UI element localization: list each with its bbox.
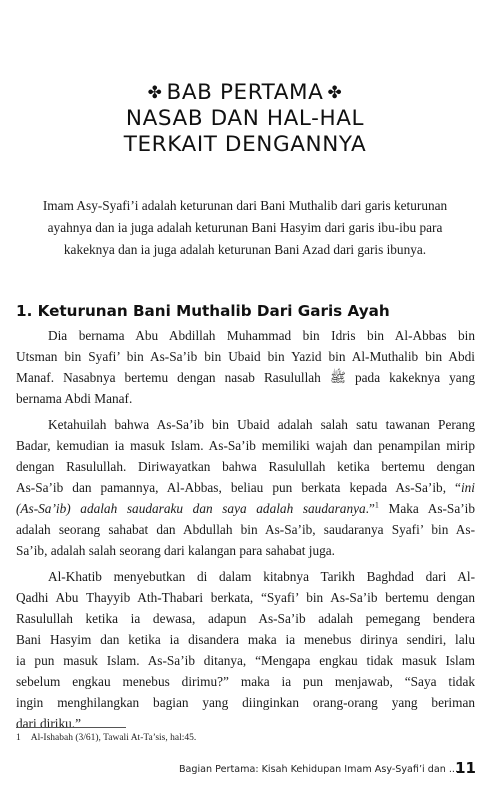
text-line: dengan Rasulullah. Diriwayatkan bahwa Rasulullah ketika bertemu dengan [16,459,475,474]
text-segment: .” [365,501,375,516]
text-segment: Maka As-Sa’ib [378,501,475,516]
body-text [16,325,475,734]
intro-line: Imam Asy-Syafi’i adalah keturunan dari Bani Muthalib dari garis keturunan [42,198,448,213]
chapter-title-line-3: TERKAIT DENGANNYA [123,132,367,157]
text-line: Dia bernama Abu Abdillah Muhammad bin Idris bin Al-Abbas bin [48,328,475,343]
page-number: 11 [455,759,476,777]
chapter-intro [18,195,472,261]
text-line: Al-Khatib menyebutkan di dalam kitabnya Tarikh Baghdad dari Al- [48,569,475,584]
text-line: Rasulullah ketika ia dewasa, adapun As-Sa’ib adalah pemegang bendera [16,611,475,626]
footnote-ref[interactable]: 1 [374,500,379,510]
running-footer: Bagian Pertama: Kisah Kehidupan Imam Asy-Syafi’i dan ... [178,764,458,775]
text-line: Badar, kemudian ia masuk Islam. As-Sa’ib memiliki wajah dan penampilan mirip [16,438,475,453]
footnote-number: 1 [16,733,21,743]
quote-text: ini [460,480,475,495]
text-line: Utsman bin Syafi’ bin As-Sa’ib bin Ubaid bin Yazid bin Al-Muthalib bin Abdi [16,349,475,364]
ornament-left-icon: ✤ [147,83,163,103]
footnote [16,733,196,743]
quote-text: (As-Sa’ib) adalah saudaraku dan saya adalah saudaranya [16,501,366,516]
text-line: adalah seorang sahabat dan Abdullah bin As-Sa’ib, saudaranya Syafi’ bin As- [16,522,475,537]
text-line: sebelum engkau menebus dirimu?” maka ia pun menjawab, “Saya tidak [16,674,475,689]
intro-line: ayahnya dan ia juga adalah keturunan Bani Hasyim dari garis ibu-ibu para [47,220,443,235]
text-line: ia pun masuk Islam. As-Sa’ib ditanya, “Mengapa engkau tidak masuk Islam [16,653,475,668]
chapter-title-line-1: BAB PERTAMA [166,80,324,105]
footnote-divider [16,727,126,728]
text-line [16,498,475,519]
text-line: Ketahuilah bahwa As-Sa’ib bin Ubaid adalah salah satu tawanan Perang [48,417,475,432]
footnote-text: Al-Ishabah (3/61), Tawali At-Ta’sis, hal:45. [30,733,197,743]
text-line: Sa’ib, adalah salah seorang dari kalangan para sahabat juga. [16,543,335,558]
ornament-right-icon: ✤ [327,83,343,103]
text-line: Bani Hasyim dan ketika ia disandera maka ia menebus dirinya sendiri, lalu [16,632,475,647]
text-line [16,477,475,498]
text-line: bernama Abdi Manaf. [16,391,133,406]
chapter-label [0,80,490,106]
section-heading: 1. Keturunan Bani Muthalib Dari Garis Ayah [16,302,390,320]
text-line: Qadhi Abu Thayyib Ath-Thabari berkata, “Syafi’ bin As-Sa’ib bertemu dengan [16,590,475,605]
intro-line: kakeknya dan ia juga adalah keturunan Bani Azad dari garis ibunya. [63,242,427,257]
text-line: ingin menghilangkan bagian yang diinginkan orang-orang yang beriman [16,695,475,710]
text-line: dari diriku.” [16,716,81,731]
text-segment: As-Sa’ib dan pamannya, Al-Abbas, beliau pun berkata kepada As-Sa’ib, “ [16,480,461,495]
chapter-title [0,80,490,158]
chapter-title-line-2: NASAB DAN HAL-HAL [125,106,365,131]
text-line: Manaf. Nasabnya bertemu dengan nasab Rasulullah ﷺ pada kakeknya yang [16,370,475,385]
